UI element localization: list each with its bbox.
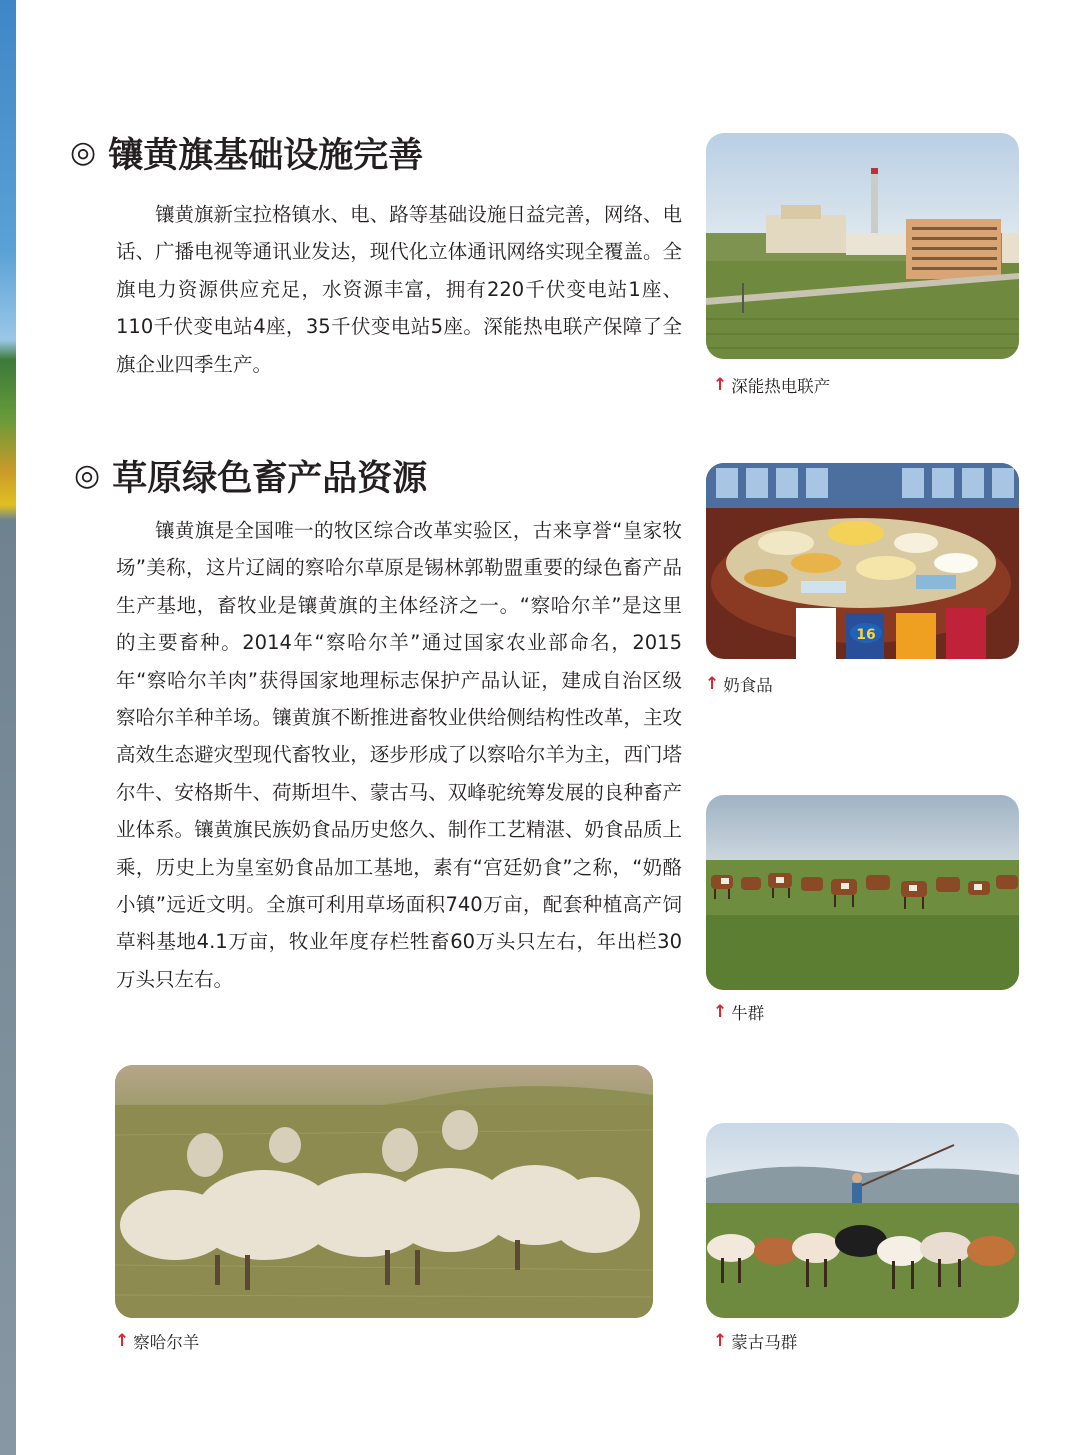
caption-dairy: [705, 672, 773, 696]
caption-text: 牛群: [731, 1004, 765, 1023]
up-arrow-icon: ↑: [115, 1331, 130, 1351]
up-arrow-icon: ↑: [713, 1331, 728, 1351]
chahar-sheep-photo: [115, 1065, 653, 1318]
caption-text: 奶食品: [723, 676, 773, 695]
caption-cattle: [713, 1000, 764, 1024]
mongolian-horses-photo: [706, 1123, 1019, 1318]
paragraph-text: 镶黄旗是全国唯一的牧区综合改革实验区，古来享誉“皇家牧场”美称，这片辽阔的察哈尔草原是锡林郭勒盟重要的绿色畜产品生产基地，畜牧业是镶黄旗的主体经济之一。“察哈尔羊”是这里的主要畜种。2014年“察哈尔羊”通过国家农业部命名，2015年“察哈尔羊肉”获得国家地理标志保护产品认证，建成自治区级察哈尔羊种羊场。镶黄旗不断推进畜牧业供给侧结构性改革，主攻高效生态避灾型现代畜牧业，逐步形成了以察哈尔羊为主，西门塔尔牛、安格斯牛、荷斯坦牛、蒙古马、双峰驼统筹发展的良种畜产业体系。镶黄旗民族奶食品历史悠久、制作工艺精湛、奶食品质上乘，历史上为皇室奶食品加工基地，素有“宫廷奶食”之称，“奶酪小镇”远近文明。全旗可利用草场面积740万亩，配套种植高产饲草料基地4.1万亩，牧业年度存栏牲畜60万头只左右，年出栏30万头只左右。: [116, 519, 682, 991]
caption-text: 深能热电联产: [731, 377, 831, 396]
power-plant-photo: [706, 133, 1019, 359]
caption-horses: [713, 1329, 797, 1353]
circle-bullet-icon: ◎: [74, 458, 101, 493]
section-heading-infrastructure: [70, 128, 423, 178]
section-paragraph-infrastructure: [116, 196, 682, 383]
up-arrow-icon: ↑: [713, 1002, 728, 1022]
section-heading-livestock: [74, 451, 427, 501]
paragraph-text: 镶黄旗新宝拉格镇水、电、路等基础设施日益完善，网络、电话、广播电视等通讯业发达，现代化立体通讯网络实现全覆盖。全旗电力资源供应充足，水资源丰富，拥有220千伏变电站1座、110千伏变电站4座，35千伏变电站5座。深能热电联产保障了全旗企业四季生产。: [116, 203, 682, 376]
circle-bullet-icon: ◎: [70, 135, 97, 170]
caption-power-plant: [713, 373, 830, 397]
dairy-food-photo: [706, 463, 1019, 659]
up-arrow-icon: ↑: [713, 375, 728, 395]
section-title: 镶黄旗基础设施完善: [108, 136, 424, 176]
table-number-label: 16: [856, 627, 876, 643]
caption-text: 蒙古马群: [731, 1333, 798, 1352]
caption-text: 察哈尔羊: [133, 1333, 200, 1352]
caption-sheep: [115, 1329, 199, 1353]
left-decorative-strip: [0, 0, 16, 1455]
up-arrow-icon: ↑: [705, 674, 720, 694]
section-title: 草原绿色畜产品资源: [112, 459, 428, 499]
cattle-herd-photo: [706, 795, 1019, 990]
section-paragraph-livestock: [116, 512, 682, 998]
